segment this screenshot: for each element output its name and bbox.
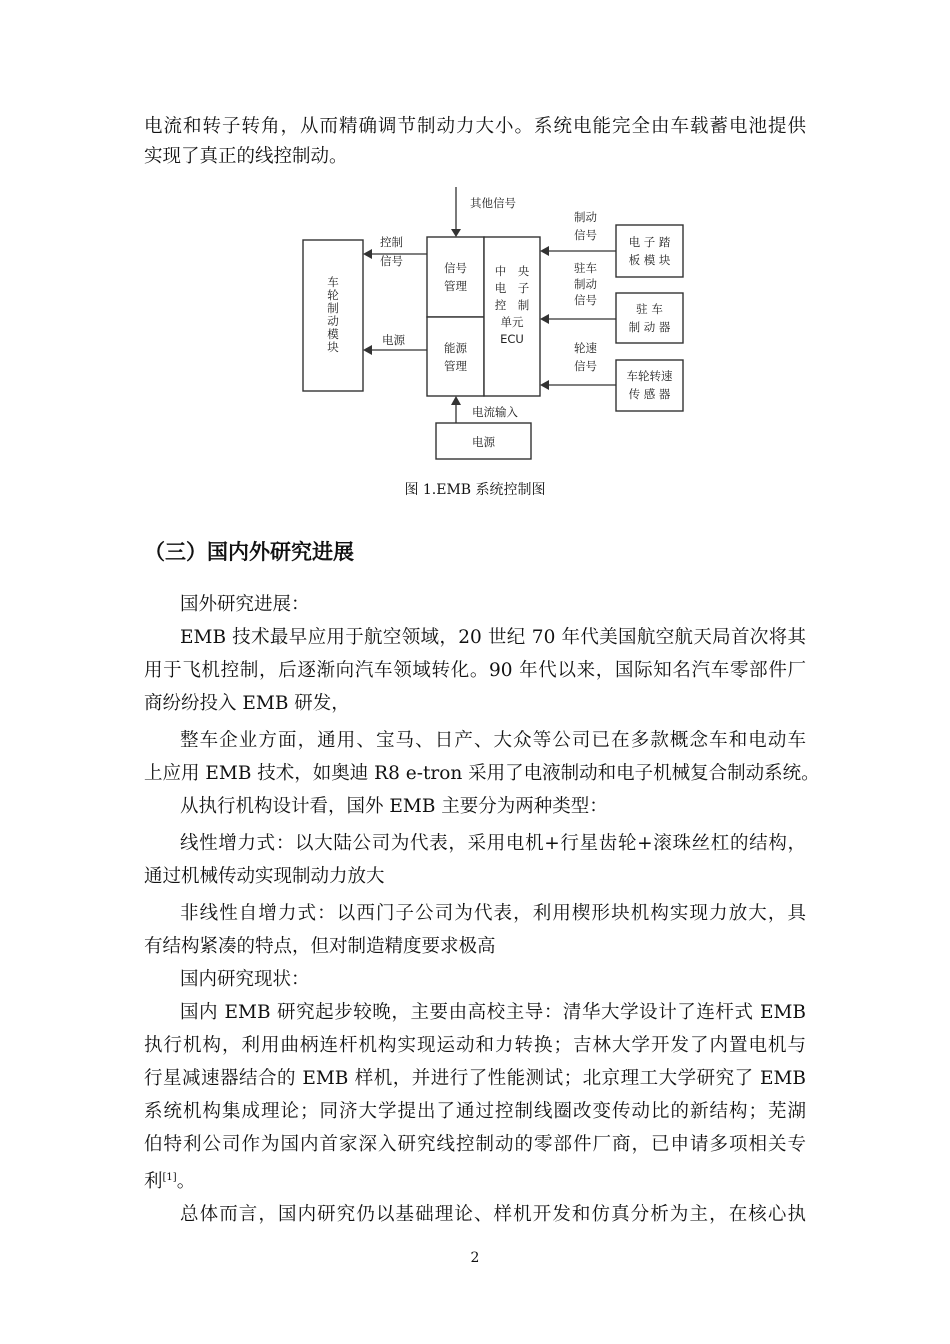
- body-line: [180, 998, 806, 1028]
- body-line-text: 从执行机构设计看，国外 EMB 主要分为两种类型：: [180, 796, 608, 817]
- brake-signal-arrowhead: [540, 246, 549, 256]
- diagram-text-line: 信号: [380, 254, 403, 268]
- wheel-module-label: [327, 275, 339, 354]
- current-input-arrowhead: [451, 396, 461, 405]
- wheel-speed-signal-label: [574, 341, 597, 373]
- diagram-text-line: 车: [327, 275, 339, 289]
- diagram-text-line: 信号: [574, 228, 597, 242]
- body-line: [180, 590, 310, 620]
- body-line: [144, 759, 820, 789]
- page-number: 2: [470, 1250, 480, 1266]
- body-line-text: 伯特利公司作为国内首家深入研究线控制动的零部件厂商，已申请多项相关专: [144, 1134, 806, 1155]
- diagram-text-line: 信号: [574, 293, 597, 307]
- diagram-text-line: 轮速: [574, 341, 597, 355]
- wheel-speed-sensor-box: [616, 360, 683, 411]
- body-line: [144, 862, 385, 892]
- wheel-speed-arrowhead: [540, 380, 549, 390]
- body-line-text: 通过机械传动实现制动力放大: [144, 866, 385, 887]
- diagram-text-line: 能源: [444, 341, 467, 355]
- diagram-text-line: 制 动 器: [628, 320, 671, 334]
- body-line-text: 系统机构集成理论；同济大学提出了通过控制线圈改变传动比的新结构；芜湖: [144, 1101, 806, 1122]
- body-line: [144, 1031, 806, 1061]
- body-line-text: 非线性自增力式：以西门子公司为代表，利用楔形块机构实现力放大，具: [180, 903, 806, 924]
- body-line: [144, 1064, 806, 1094]
- figure-caption: 图 1.EMB 系统控制图: [404, 482, 546, 498]
- body-line-text: EMB 技术最早应用于航空领域，20 世纪 70 年代美国航空航天局首次将其: [180, 627, 806, 648]
- body-line: [180, 1200, 806, 1230]
- body-line: [144, 1097, 806, 1127]
- diagram-text-line: 驻 车: [636, 302, 663, 316]
- body-line: [180, 965, 310, 995]
- diagram-text-line: ECU: [500, 332, 524, 346]
- park-signal-arrowhead: [540, 314, 549, 324]
- control-signal-arrowhead: [363, 249, 372, 259]
- power-arrowhead: [363, 345, 372, 355]
- diagram-text-line: 板 模 块: [628, 253, 671, 267]
- body-line-text: 商纷纷投入 EMB 研发，: [144, 693, 350, 714]
- body-line-text: 执行机构，利用曲柄连杆机构实现运动和力转换；吉林大学开发了内置电机与: [144, 1035, 806, 1056]
- diagram-text-line: 传 感 器: [628, 387, 671, 401]
- diagram-text-line: 管理: [444, 279, 467, 293]
- body-line: [180, 792, 608, 822]
- body-line-text: 国内研究现状：: [180, 969, 310, 990]
- section-heading: （三）国内外研究进展: [144, 540, 354, 564]
- emb-control-diagram: [290, 185, 710, 465]
- diagram-text-line: 制动: [574, 210, 597, 224]
- power-source-label: 电源: [472, 435, 495, 449]
- body-line: [180, 829, 806, 859]
- diagram-text-line: 动: [327, 314, 339, 328]
- body-line-text: 线性增力式：以大陆公司为代表，采用电机+行星齿轮+滚珠丝杠的结构，: [180, 833, 806, 854]
- intro-line: 实现了真正的线控制动。: [144, 146, 348, 167]
- pedal-module-box: [616, 225, 683, 277]
- body-line-text: 整车企业方面，通用、宝马、日产、大众等公司已在多款概念车和电动车: [180, 730, 806, 751]
- body-line: [144, 932, 496, 962]
- control-signal-label: [380, 235, 403, 268]
- diagram-text-line: 制动: [574, 277, 597, 291]
- body-line-text: 国外研究进展：: [180, 594, 310, 615]
- diagram-text-line: 驻车: [574, 261, 597, 275]
- brake-signal-label: [574, 210, 597, 242]
- parking-brake-box: [616, 293, 683, 343]
- other-signal-arrowhead: [451, 229, 461, 237]
- body-line: [180, 899, 806, 929]
- diagram-text-line: 控制: [380, 235, 403, 249]
- body-line-text: 上应用 EMB 技术，如奥迪 R8 e-tron 采用了电液制动和电子机械复合制动系统。: [144, 763, 820, 784]
- body-line-text: 利: [144, 1171, 163, 1192]
- body-line: [144, 1130, 806, 1160]
- body-line: [180, 623, 806, 653]
- diagram-text-line: 模: [327, 327, 339, 341]
- park-signal-label: [574, 261, 597, 307]
- body-line-tail: 。: [176, 1171, 196, 1192]
- diagram-text-line: 车轮转速: [626, 369, 673, 383]
- diagram-text-line: 控 制: [494, 298, 530, 312]
- body-line: [180, 726, 806, 756]
- diagram-text-line: 电 子: [494, 281, 530, 295]
- intro-line: 电流和转子转角，从而精确调节制动力大小。系统电能完全由车载蓄电池提供: [144, 116, 806, 137]
- diagram-text-line: 块: [327, 340, 339, 354]
- body-line: [144, 689, 350, 719]
- diagram-text-line: 信号: [444, 261, 467, 275]
- citation-superscript[interactable]: [1]: [162, 1172, 177, 1183]
- diagram-text-line: 管理: [444, 359, 467, 373]
- body-line: [144, 1163, 195, 1197]
- diagram-text-line: 制: [327, 301, 339, 315]
- diagram-text-line: 中 央: [494, 264, 530, 278]
- body-line-text: 国内 EMB 研究起步较晚，主要由高校主导：清华大学设计了连杆式 EMB: [180, 1002, 806, 1023]
- other-signal-label: 其他信号: [470, 196, 516, 210]
- diagram-text-line: 轮: [327, 288, 339, 302]
- body-line-text: 总体而言，国内研究仍以基础理论、样机开发和仿真分析为主，在核心执: [180, 1204, 806, 1225]
- power-label: 电源: [382, 333, 405, 347]
- diagram-text-line: 电 子 踏: [628, 235, 671, 249]
- current-input-label: 电流输入: [472, 405, 518, 419]
- body-line-text: 用于飞机控制，后逐渐向汽车领域转化。90 年代以来，国际知名汽车零部件厂: [144, 660, 806, 681]
- body-line: [144, 656, 806, 686]
- diagram-text-line: 信号: [574, 359, 597, 373]
- diagram-text-line: 单元: [500, 315, 524, 329]
- signal-mgmt-box: [427, 237, 484, 317]
- body-line-text: 有结构紧凑的特点，但对制造精度要求极高: [144, 936, 496, 957]
- energy-mgmt-box: [427, 317, 484, 396]
- body-line-text: 行星减速器结合的 EMB 样机，并进行了性能测试；北京理工大学研究了 EMB: [144, 1068, 806, 1089]
